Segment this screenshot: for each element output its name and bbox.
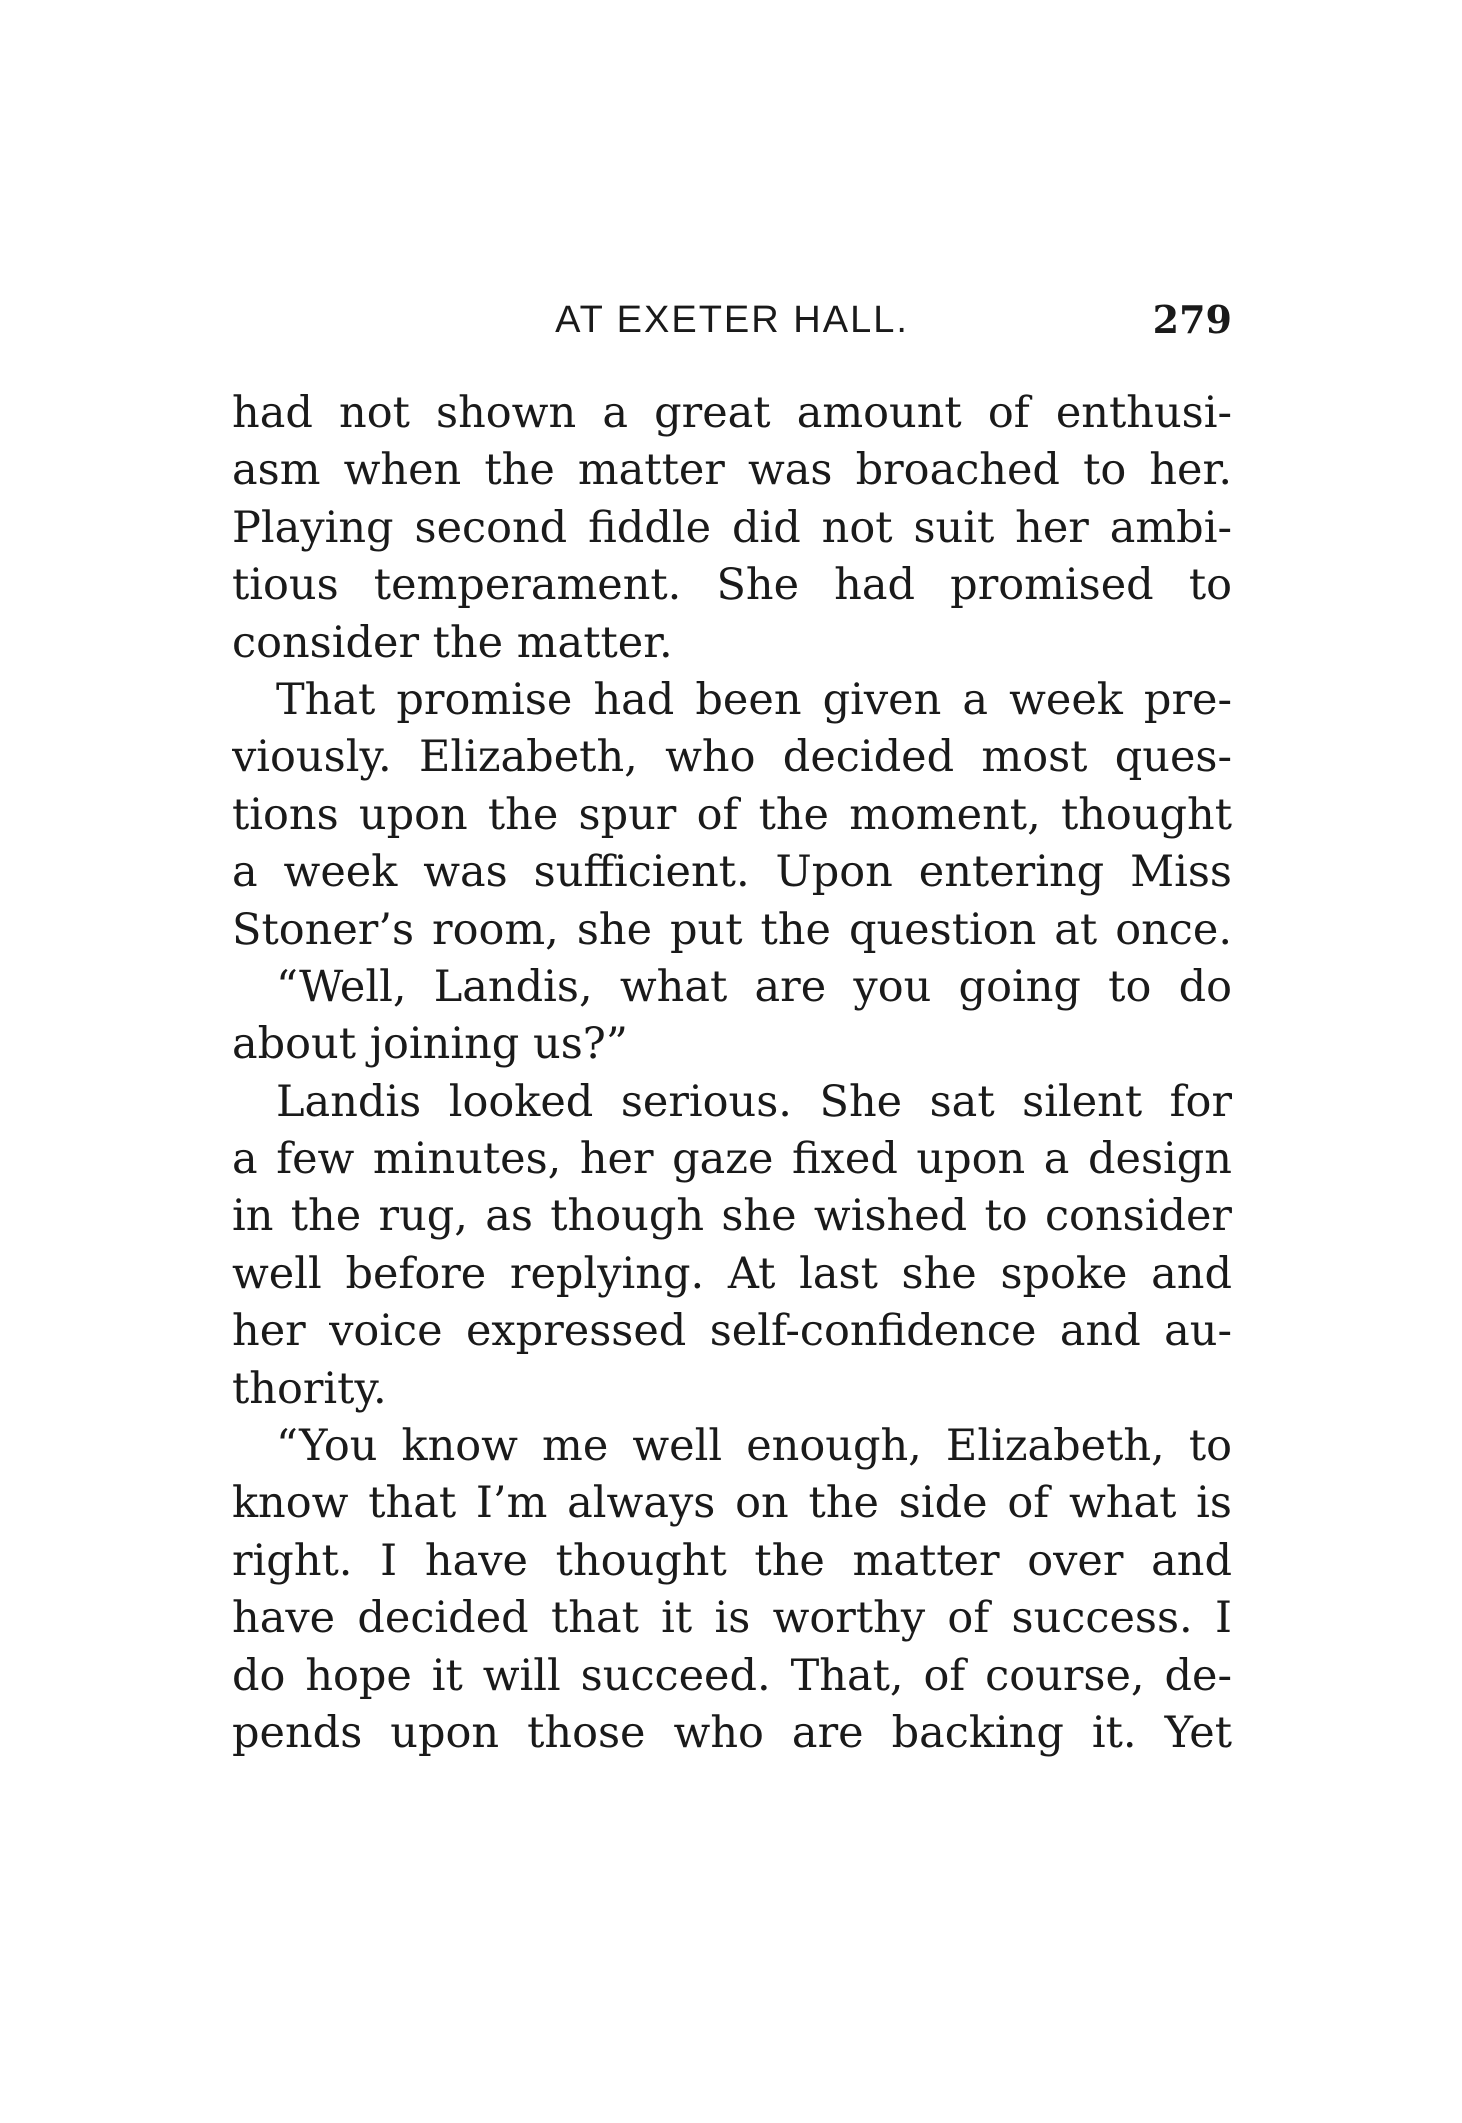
text-line: had not shown a great amount of enthusi-	[232, 388, 1232, 438]
text-line: in the rug, as though she wished to consider	[232, 1191, 1232, 1242]
text-line: Stoner’s room, she put the question at once.	[232, 904, 1232, 955]
text-line: “You know me well enough, Elizabeth, to	[276, 1421, 1232, 1472]
running-title: AT EXETER HALL.	[555, 299, 909, 341]
text-line: a week was sufficient. Upon entering Miss	[232, 847, 1232, 898]
text-line: have decided that it is worthy of success. I	[232, 1593, 1232, 1644]
text-line: thority.	[232, 1363, 387, 1414]
text-line: That promise had been given a week pre-	[276, 674, 1232, 725]
text-line: know that I’m always on the side of what is	[232, 1478, 1232, 1529]
text-line: Playing second fiddle did not suit her ambi-	[232, 502, 1232, 553]
text-line: “Well, Landis, what are you going to do	[276, 961, 1232, 1012]
text-line: her voice expressed self-confidence and au-	[232, 1306, 1232, 1357]
text-line: Landis looked serious. She sat silent for	[276, 1076, 1232, 1127]
text-line: right. I have thought the matter over and	[232, 1535, 1232, 1586]
text-line: tions upon the spur of the moment, thought	[232, 789, 1232, 840]
text-line: about joining us?”	[232, 1019, 628, 1070]
text-line: tious temperament. She had promised to	[232, 560, 1232, 611]
text-line: a few minutes, her gaze fixed upon a design	[232, 1134, 1232, 1185]
text-line: asm when the matter was broached to her.	[232, 445, 1232, 496]
body-text	[232, 385, 1232, 1762]
text-line: pends upon those who are backing it. Yet	[232, 1707, 1232, 1758]
text-line: consider the matter.	[232, 617, 673, 668]
page-number: 279	[1152, 297, 1232, 342]
text-line: viously. Elizabeth, who decided most ques-	[232, 732, 1232, 783]
text-line: well before replying. At last she spoke and	[232, 1248, 1232, 1299]
running-head	[232, 290, 1232, 350]
text-line: do hope it will succeed. That, of course, de-	[232, 1650, 1232, 1701]
